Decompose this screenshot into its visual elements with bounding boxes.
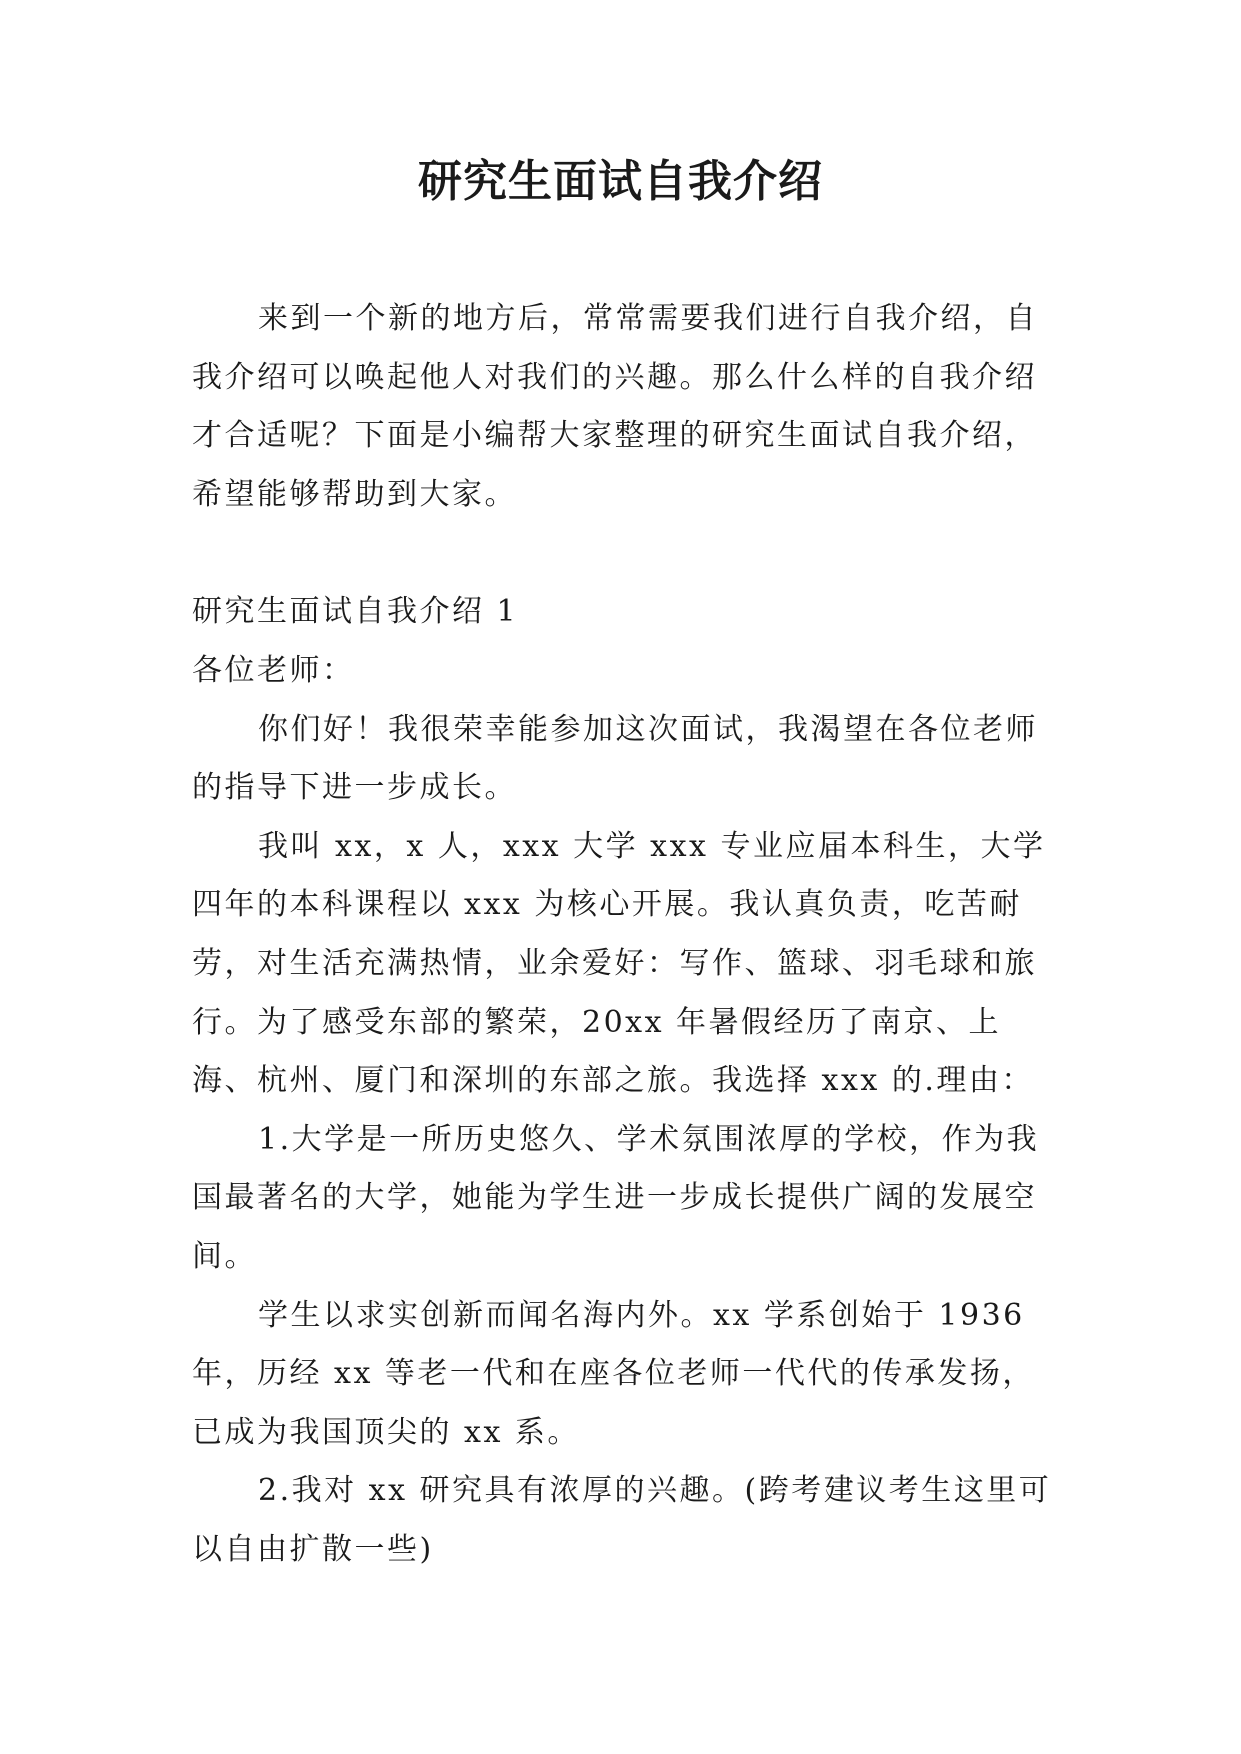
body-paragraph-reason-2: 2.我对 xx 研究具有浓厚的兴趣。(跨考建议考生这里可以自由扩散一些) xyxy=(192,1473,1052,1567)
body-paragraph-background: 我叫 xx，x 人，xxx 大学 xxx 专业应届本科生，大学四年的本科课程以 xxx 为核心开展。我认真负责，吃苦耐劳，对生活充满热情，业余爱好：写作、篮球、羽毛球和旅行。为了感受东部的繁荣，20xx 年暑假经历了南京、上海、杭州、厦门和深圳的东部之旅。我选择 xxx 的.理由： xyxy=(192,828,1046,1099)
body-paragraph-reason-1: 1.大学是一所历史悠久、学术氛围浓厚的学校，作为我国最著名的大学，她能为学生进一步成长提供广阔的发展空间。 xyxy=(192,1121,1040,1274)
document-title: 研究生面试自我介绍 xyxy=(418,156,823,207)
document-body xyxy=(192,290,1057,1579)
section-heading: 研究生面试自我介绍 1 xyxy=(192,594,519,630)
salutation: 各位老师： xyxy=(192,652,355,688)
body-paragraph-department: 学生以求实创新而闻名海内外。xx 学系创始于 1936 年，历经 xx 等老一代和在座各位老师一代代的传承发扬，已成为我国顶尖的 xx 系。 xyxy=(192,1297,1035,1450)
paragraph-spacer xyxy=(192,524,1057,583)
intro-paragraph: 来到一个新的地方后，常常需要我们进行自我介绍，自我介绍可以唤起他人对我们的兴趣。那么什么样的自我介绍才合适呢？下面是小编帮大家整理的研究生面试自我介绍，希望能够帮助到大家。 xyxy=(192,301,1038,512)
body-paragraph-greeting: 你们好！我很荣幸能参加这次面试，我渴望在各位老师的指导下进一步成长。 xyxy=(192,711,1038,806)
